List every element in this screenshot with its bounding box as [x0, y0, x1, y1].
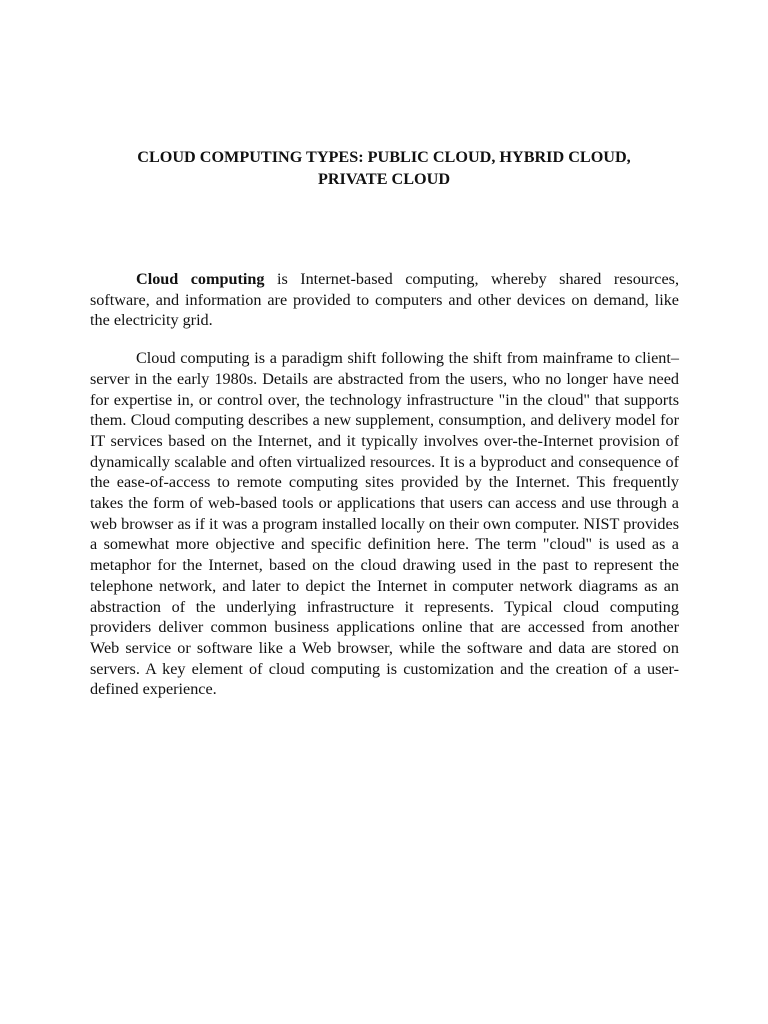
document-body	[90, 269, 679, 717]
title-line-2: PRIVATE CLOUD	[317, 170, 451, 188]
page-title	[90, 146, 678, 190]
title-line-1: CLOUD COMPUTING TYPES: PUBLIC CLOUD, HYBRID CLOUD,	[137, 148, 631, 166]
paragraph-intro	[90, 269, 679, 331]
bold-term: Cloud computing	[136, 270, 265, 288]
paragraph-main: Cloud computing is a paradigm shift following the shift from mainframe to client–server in the early 1980s. Details are abstracted from the users, who no longer have need for expertise in, or control over, the technology infrastructure "in the cloud" that supports them. Cloud computing describes a new supplement, consumption, and delivery model for IT services based on the Internet, and it typically involves over-the-Internet provision of dynamically scalable and often virtualized resources. It is a byproduct and consequence of the ease-of-access to remote computing sites provided by the Internet. This frequently takes the form of web-based tools or applications that users can access and use through a web browser as if it was a program installed locally on their own computer. NIST provides a somewhat more objective and specific definition here. The term "cloud" is used as a metaphor for the Internet, based on the cloud drawing used in the past to represent the telephone network, and later to depict the Internet in computer network diagrams as an abstraction of the underlying infrastructure it represents. Typical cloud computing providers deliver common business applications online that are accessed from another Web service or software like a Web browser, while the software and data are stored on servers. A key element of cloud computing is customization and the creation of a user-defined experience.	[90, 349, 679, 699]
paragraph-intro-text: is Internet-based computing, whereby shared resources, software, and information are provided to computers and other devices on demand, like the electricity grid.	[90, 270, 680, 330]
